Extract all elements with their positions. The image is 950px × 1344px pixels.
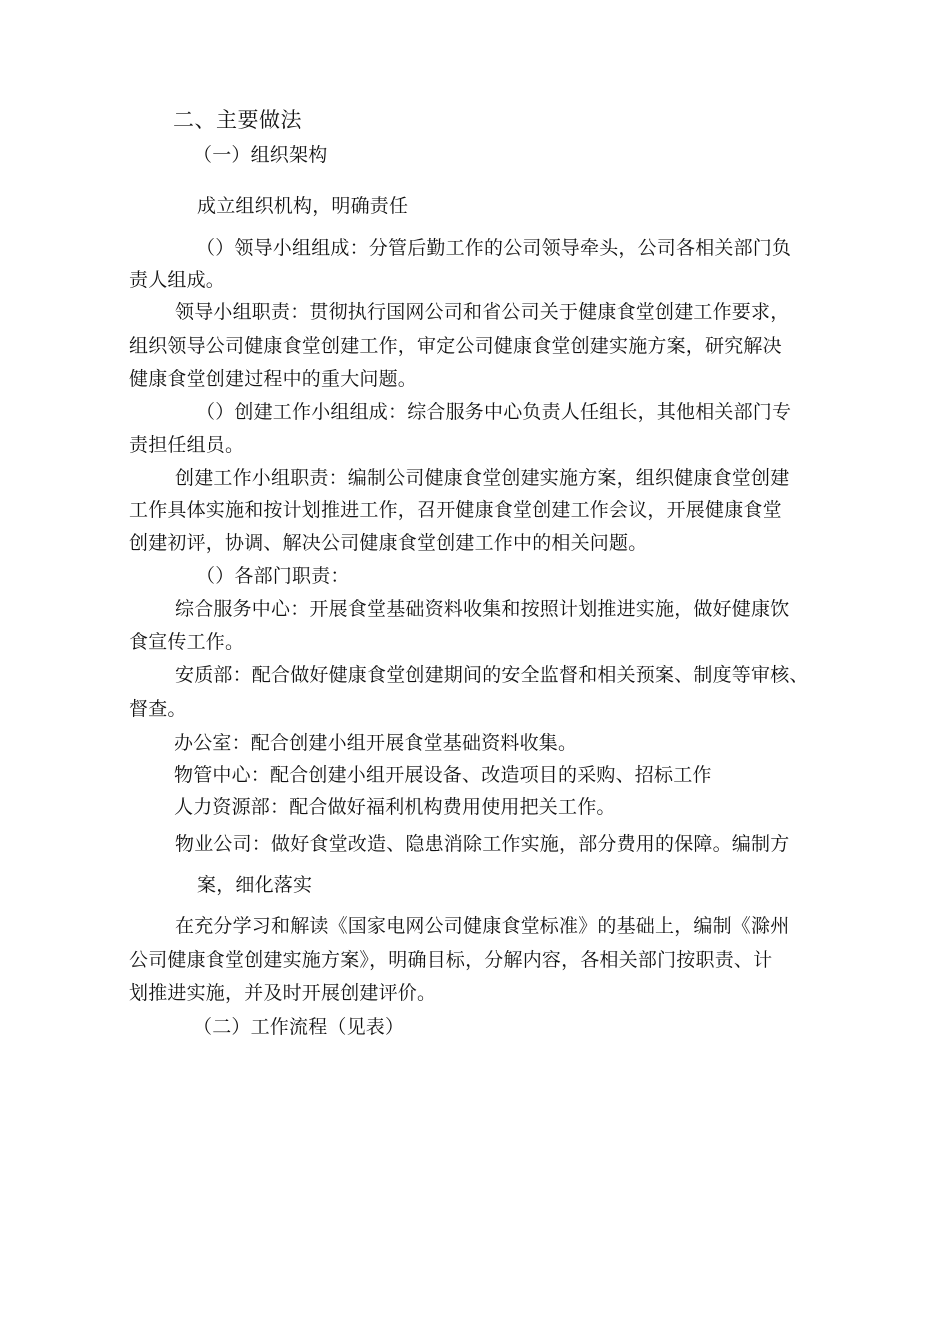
paragraph-line: （）各部门职责：: [196, 565, 350, 587]
section-title: 成立组织机构，明确责任: [197, 195, 409, 217]
paragraph-line: 食宣传工作。: [129, 631, 245, 653]
paragraph-line: 安质部：配合做好健康食堂创建期间的安全监督和相关预案、制度等审核、: [175, 664, 809, 686]
paragraph-line: 组织领导公司健康食堂创建工作，审定公司健康食堂创建实施方案，研究解决: [129, 335, 782, 357]
paragraph-line: 督查。: [129, 698, 187, 720]
paragraph-line: 工作具体实施和按计划推进工作，召开健康食堂创建工作会议，开展健康食堂: [129, 499, 782, 521]
paragraph-line: 在充分学习和解读《国家电网公司健康食堂标准》的基础上，编制《滁州: [175, 915, 790, 937]
paragraph-line: 人力资源部：配合做好福利机构费用使用把关工作。: [174, 796, 616, 818]
paragraph-line: （）创建工作小组组成：综合服务中心负责人任组长，其他相关部门专: [196, 401, 792, 423]
section-heading: 二、主要做法: [173, 108, 302, 132]
paragraph-line: 物管中心：配合创建小组开展设备、改造项目的采购、招标工作: [174, 764, 712, 786]
paragraph-line: 办公室：配合创建小组开展食堂基础资料收集。: [174, 732, 578, 754]
paragraph-line: 公司健康食堂创建实施方案》，明确目标，分解内容，各相关部门按职责、计: [129, 949, 773, 971]
paragraph-line: 案，细化落实: [197, 874, 313, 896]
paragraph-line: 创建工作小组职责：编制公司健康食堂创建实施方案，组织健康食堂创建: [175, 467, 790, 489]
paragraph-line: （）领导小组组成：分管后勤工作的公司领导牵头，公司各相关部门负: [196, 237, 792, 259]
paragraph-line: 划推进实施，并及时开展创建评价。: [129, 982, 437, 1004]
paragraph-line: 物业公司：做好食堂改造、隐患消除工作实施，部分费用的保障。编制方: [175, 833, 790, 855]
paragraph-line: 责担任组员。: [129, 434, 245, 456]
paragraph-line: 健康食堂创建过程中的重大问题。: [129, 368, 418, 390]
subheading-workflow: （二）工作流程（见表）: [193, 1016, 405, 1038]
paragraph-line: 领导小组职责：贯彻执行国网公司和省公司关于健康食堂创建工作要求，: [175, 301, 790, 323]
paragraph-line: 综合服务中心：开展食堂基础资料收集和按照计划推进实施，做好健康饮: [175, 598, 790, 620]
subheading-org: （一）组织架构: [193, 144, 328, 166]
paragraph-line: 责人组成。: [129, 269, 226, 291]
paragraph-line: 创建初评，协调、解决公司健康食堂创建工作中的相关问题。: [129, 532, 648, 554]
